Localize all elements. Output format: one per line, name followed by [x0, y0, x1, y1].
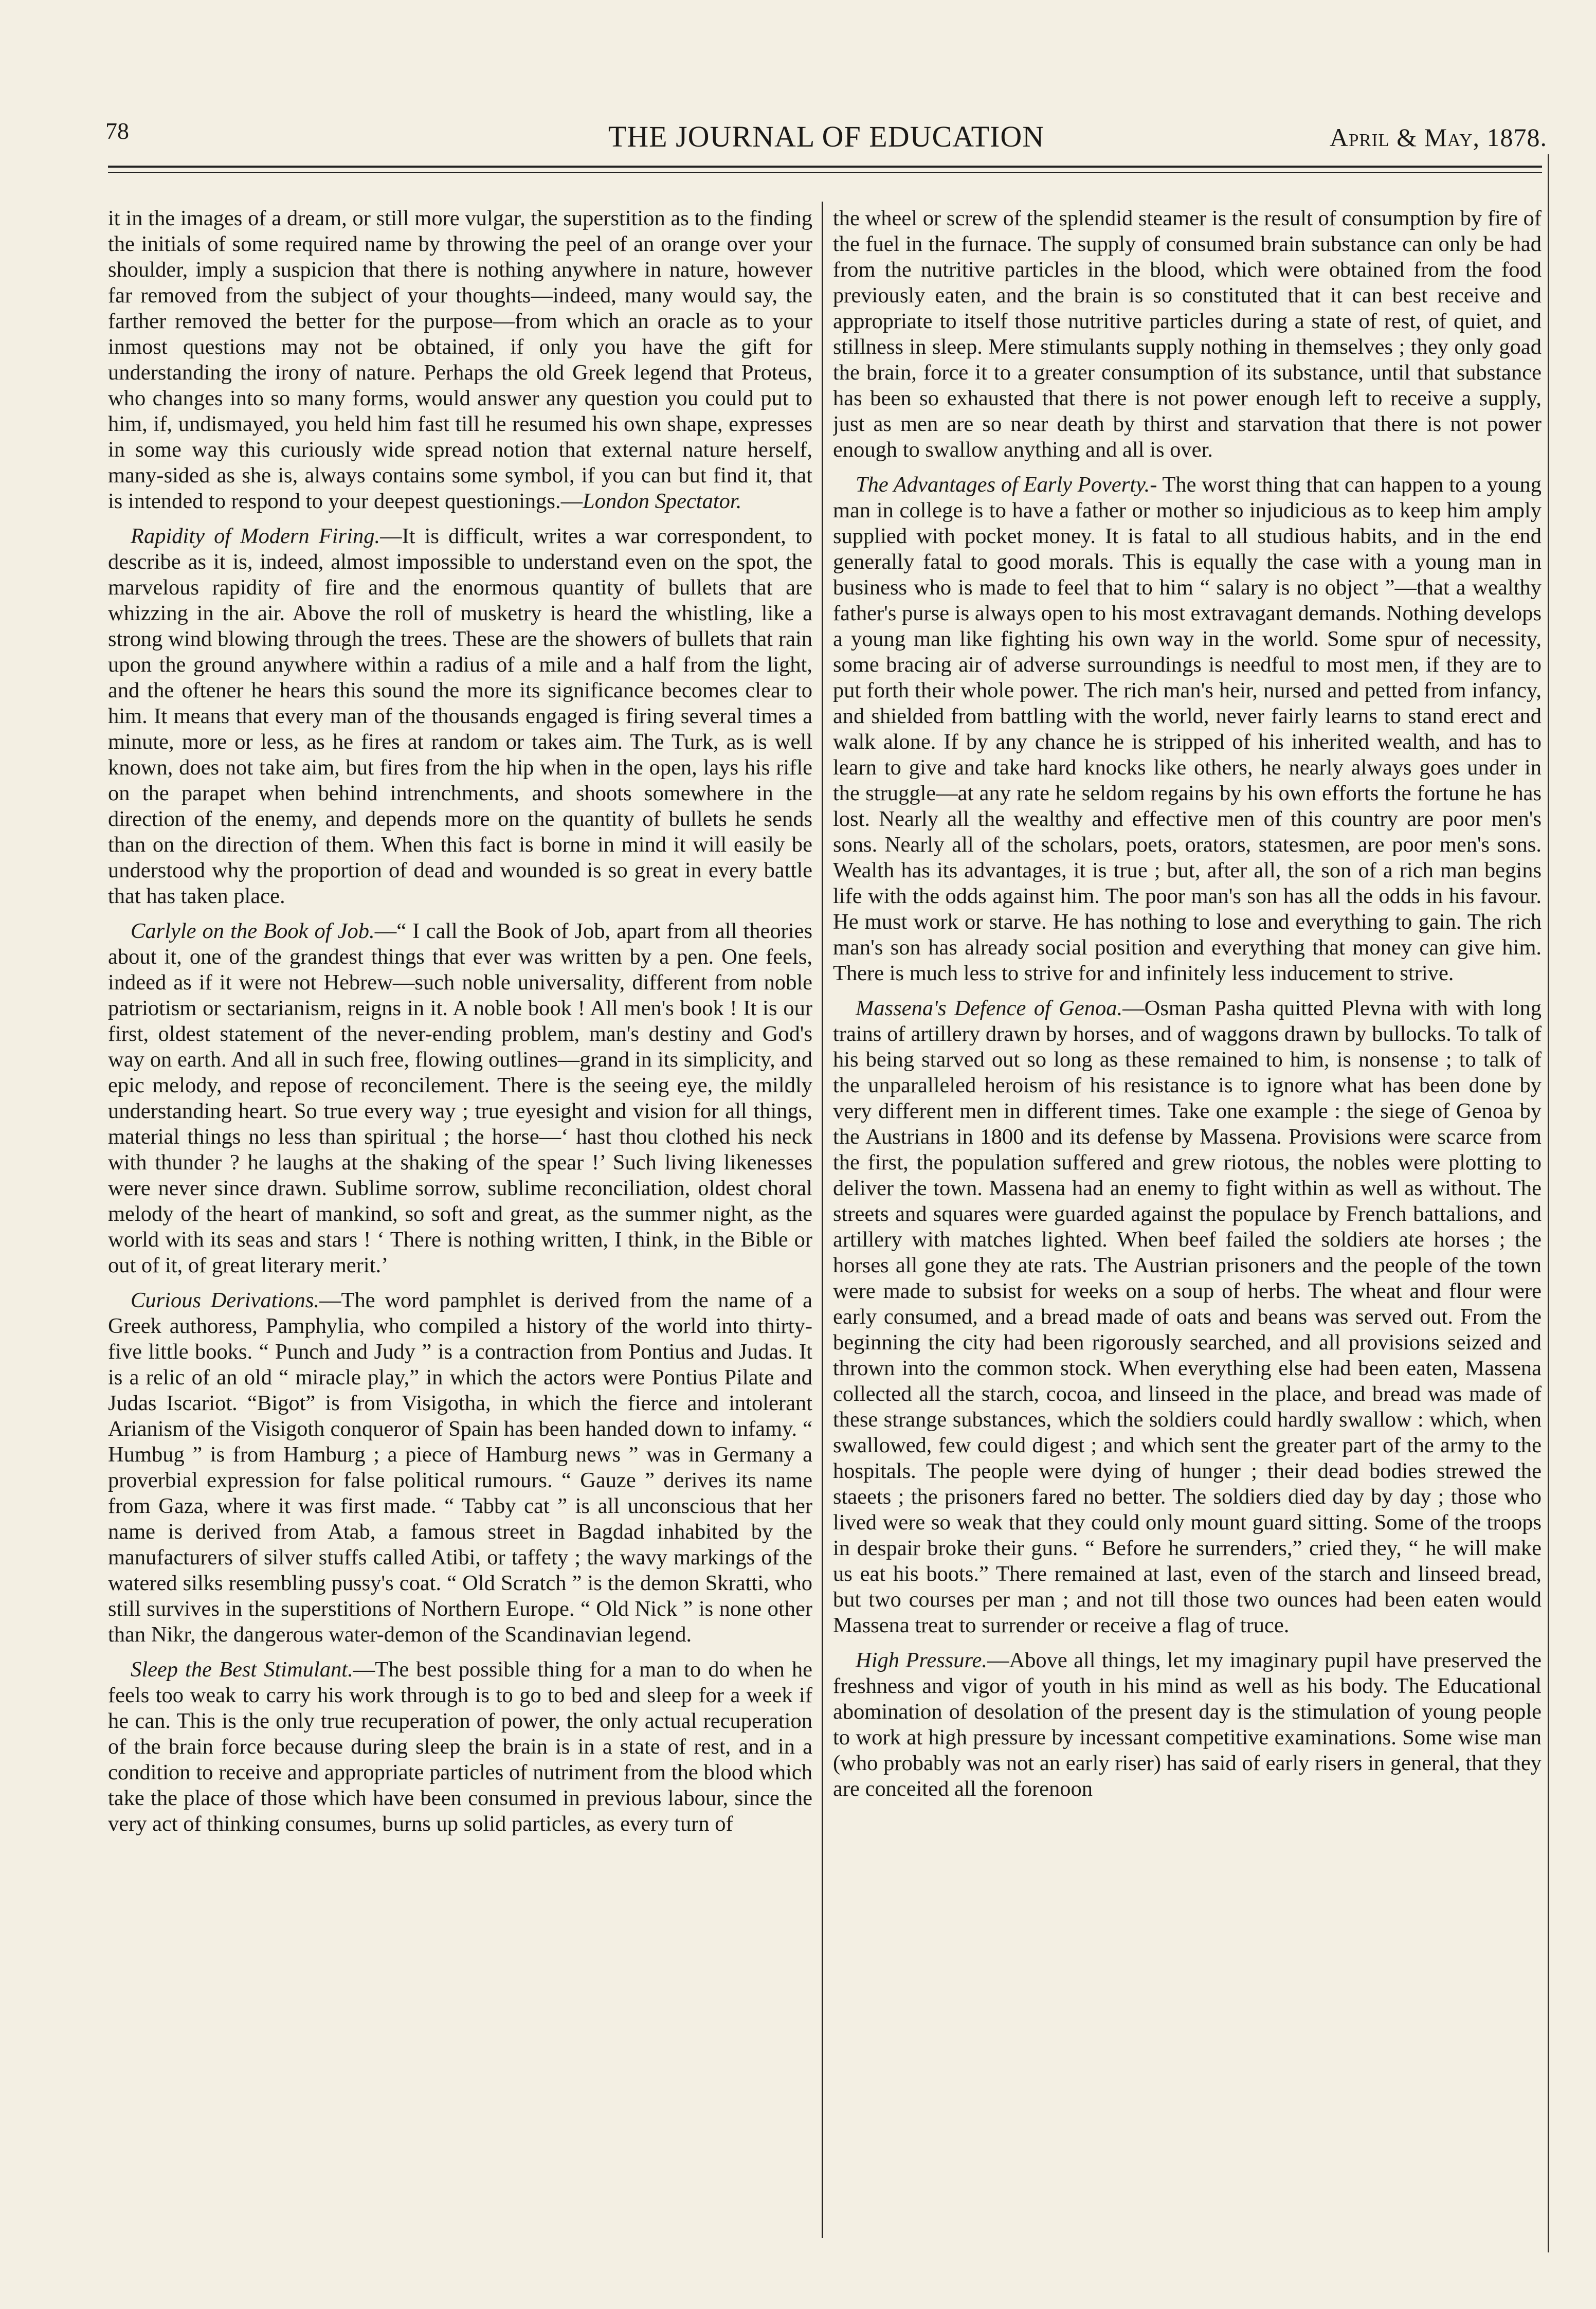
article-heading: High Pressure. [856, 1648, 987, 1672]
article-body: —Above all things, let my imaginary pupil have preserved the freshness and vigor of youth in his mind as well as his body. The Educational abomination of desolation of the present day is the stimulation of young people to work at high pressure by incessant competitive examinations. Some wise man (who probably was not an early riser) has said of early risers in general, that they are conceited all the forenoon [833, 1648, 1541, 1801]
article-body: - The worst thing that can happen to a young man in college is to have a father or mother so injudicious as to keep him amply supplied with pocket money. It is fatal to all studious habits, and in the end generally fatal to good morals. This is equally the case with a young man in business who is made to feel that to him “ salary is no object ”—that a wealthy father's purse is always open to his most extravagant demands. Nothing develops a young man like fighting his own way in the world. Some spur of necessity, some bracing air of adverse surroundings is needful to most men, if they are to put forth their whole power. The rich man's heir, nursed and petted from infancy, and shielded from battling with the world, never fairly learns to stand erect and walk alone. If by any chance he is stripped of his inherited wealth, and has to learn to give and take hard knocks like others, he nearly always goes under in the struggle—at any rate he seldom regains by his own efforts the fortune he has lost. Nearly all the wealthy and effective men of this country are poor men's sons. Nearly all of the scholars, poets, orators, statesmen, are poor men's sons. Wealth has its advantages, it is true ; but, after all, the son of a rich man begins life with the odds against him. The poor man's son has all the odds in his favour. He must work or starve. He has nothing to lose and everything to gain. The rich man's son has already social position and everything that money can give him. There is much less to strive for and infinitely less inducement to strive. [833, 473, 1541, 985]
page-number: 78 [105, 118, 129, 144]
journal-title: THE JOURNAL OF EDUCATION [608, 120, 1045, 153]
header-rule-thin [108, 172, 1542, 173]
continued-paragraph [833, 206, 1541, 463]
page-edge-rule [1548, 154, 1549, 2252]
article-body: —The word pamphlet is derived from the name of a Greek authoress, Pamphylia, who compiled a history of the world into thirty-five little books. “ Punch and Judy ” is a contraction from Pontius and Judas. It is a relic of an old “ miracle play,” in which the actors were Pontius Pilate and Judas Iscariot. “Bigot” is from Visigotha, in which the fierce and intolerant Arianism of the Visigoth conqueror of Spain has been handed down to infamy. “ Humbug ” is from Hamburg ; a piece of Hamburg news ” was in Germany a proverbial expression for false political rumours. “ Gauze ” derives its name from Gaza, where it was first made. “ Tabby cat ” is all unconscious that her name is derived from Atab, a famous street in Bagdad inhabited by the manufacturers of silver stuffs called Atibi, or taffety ; the wavy markings of the watered silks resembling pussy's coat. “ Old Scratch ” is the demon Skratti, who still survives in the superstitions of Northern Europe. “ Old Nick ” is none other than Nikr, the dangerous water-demon of the Scandinavian legend. [108, 1288, 812, 1647]
right-column [833, 206, 1541, 2237]
article-massena-genoa [833, 996, 1541, 1638]
paragraph-text: it in the images of a dream, or still more vulgar, the superstition as to the finding the initials of some required name by throwing the peel of an orange over your shoulder, imply a suspicion that there is nothing anywhere in nature, however far removed from the subject of your thoughts—indeed, many would say, the farther removed the better for the purpose—from which an oracle as to your inmost questions may not be obtained, if only you have the gift for understanding the irony of nature. Perhaps the old Greek legend that Proteus, who changes into so many forms, would answer any question you could put to him, if, undismayed, you held him fast till he resumed his own shape, expresses in some way this curiously wide spread notion that external nature herself, many-sided as she is, always contains some symbol, if you can but find it, that is intended to respond to your deepest questionings.— [108, 206, 812, 513]
left-column [108, 206, 812, 2237]
article-high-pressure [833, 1648, 1541, 1802]
issue-date: April & May, 1878. [1329, 123, 1547, 152]
article-body: —“ I call the Book of Job, apart from all theories about it, one of the grandest things that ever was written by a pen. One feels, indeed as if it were not Hebrew—such noble universality, different from noble patriotism or sectarianism, reigns in it. A noble book ! All men's book ! It is our first, oldest statement of the never-ending problem, man's destiny and God's way on earth. And all in such free, flowing outlines—grand in its simplicity, and epic melody, and repose of reconcilement. There is the seeing eye, the mildly understanding heart. So true every way ; true eyesight and vision for all things, material things no less than spiritual ; the horse—‘ hast thou clothed his neck with thunder ? he laughs at the shaking of the spear !’ Such living likenesses were never since drawn. Sublime sorrow, sublime reconciliation, oldest choral melody of the heart of mankind, so soft and great, as the summer night, as the world with its seas and stars ! ‘ There is nothing written, I think, in the Bible or out of it, of great literary merit.’ [108, 919, 812, 1277]
article-heading: Rapidity of Modern Firing. [131, 524, 380, 548]
article-early-poverty [833, 472, 1541, 986]
continued-paragraph [108, 206, 812, 514]
running-head [105, 117, 1547, 158]
article-heading: Sleep the Best Stimulant. [131, 1657, 353, 1682]
article-body: —Osman Pasha quitted Plevna with with long trains of artillery drawn by horses, and of waggons drawn by bullocks. To talk of his being starved out so long as these remained to him, is nonsense ; to talk of the unparalleled heroism of his resistance is to ignore what has been done by very different men in different times. Take one example : the siege of Genoa by the Austrians in 1800 and its defense by Massena. Provisions were scarce from the first, the population suffered and grew riotous, the nobles were plotting to deliver the town. Massena had an enemy to fight within as well as without. The streets and squares were guarded against the populace by French battalions, and artillery with matches lighted. When beef failed the soldiers ate horses ; the horses all gone they ate rats. The Austrian prisoners and the people of the town were made to subsist for weeks on a soup of herbs. The wheat and flour were early consumed, and a bread made of oats and beans was served out. From the beginning the city had been rigorously searched, and all provisions seized and thrown into the common stock. When everything else had been eaten, Massena collected all the starch, cocoa, and linseed in the place, and bread was made of these strange substances, which the soldiers could hardly swallow : which, when swallowed, few could digest ; and which sent the greater part of the army to the hospitals. The people were dying of hunger ; their dead bodies strewed the staeets ; the prisoners fared no better. The soldiers died day by day ; those who lived were so weak that they could only mount guard sitting. Some of the troops in despair broke their guns. “ Before he surrenders,” cried they, “ he will make us eat his boots.” There remained at last, even of the starch and linseed bread, but two courses per man ; and not till those two ounces had been eaten would Massena treat to surrender or receive a flag of truce. [833, 996, 1541, 1637]
article-heading: The Advantages of Early Poverty. [856, 473, 1150, 497]
article-body: —The best possible thing for a man to do when he feels too weak to carry his work through is to go to bed and sleep for a week if he can. This is the only true recuperation of power, the only actual recuperation of the brain force because during sleep the brain is in a state of rest, and in a condition to receive and appropriate particles of nutriment from the blood which take the place of those which have been consumed in previous labour, since the very act of thinking consumes, burns up solid particles, as every turn of [108, 1657, 812, 1836]
paragraph-source: London Spectator. [583, 489, 742, 513]
article-sleep-best-stimulant [108, 1657, 812, 1837]
paragraph-text: the wheel or screw of the splendid steamer is the result of consumption by fire of the fuel in the furnace. The supply of consumed brain substance can only be had from the nutritive particles in the blood, which were obtained from the food previously eaten, and the brain is so constituted that it can best receive and appropriate to itself those nutritive particles during a state of rest, of quiet, and stillness in sleep. Mere stimulants supply nothing in themselves ; they only goad the brain, force it to a greater consumption of its substance, until that substance has been so exhausted that there is not power enough left to receive a supply, just as men are so near death by thirst and starvation that there is not power enough to swallow anything and all is over. [833, 206, 1541, 462]
article-curious-derivations [108, 1288, 812, 1648]
article-carlyle-book-of-job [108, 918, 812, 1278]
article-body: —It is difficult, writes a war correspondent, to describe as it is, indeed, almost impossible to understand even on the spot, the marvelous rapidity of fire and the enormous quantity of bullets that are whizzing in the air. Above the roll of musketry is heard the whistling, like a strong wind blowing through the trees. These are the showers of bullets that rain upon the ground anywhere within a radius of a mile and a half from the light, and the oftener he hears this sound the more its significance becomes clear to him. It means that every man of the thousands engaged is firing several times a minute, more or less, as he fires at random or takes aim. The Turk, as is well known, does not take aim, but fires from the hip when in the open, lays his rifle on the parapet when behind intrenchments, and shoots somewhere in the direction of the enemy, and depends more on the quantity of bullets he sends than on the direction of them. When this fact is borne in mind it will easily be understood why the proportion of dead and wounded is so great in every battle that has taken place. [108, 524, 812, 908]
article-rapidity-of-firing [108, 524, 812, 909]
header-rule [108, 166, 1542, 168]
article-heading: Massena's Defence of Genoa. [856, 996, 1123, 1020]
column-divider [822, 202, 823, 2238]
article-heading: Curious Derivations. [131, 1288, 319, 1312]
article-heading: Carlyle on the Book of Job. [131, 919, 375, 943]
